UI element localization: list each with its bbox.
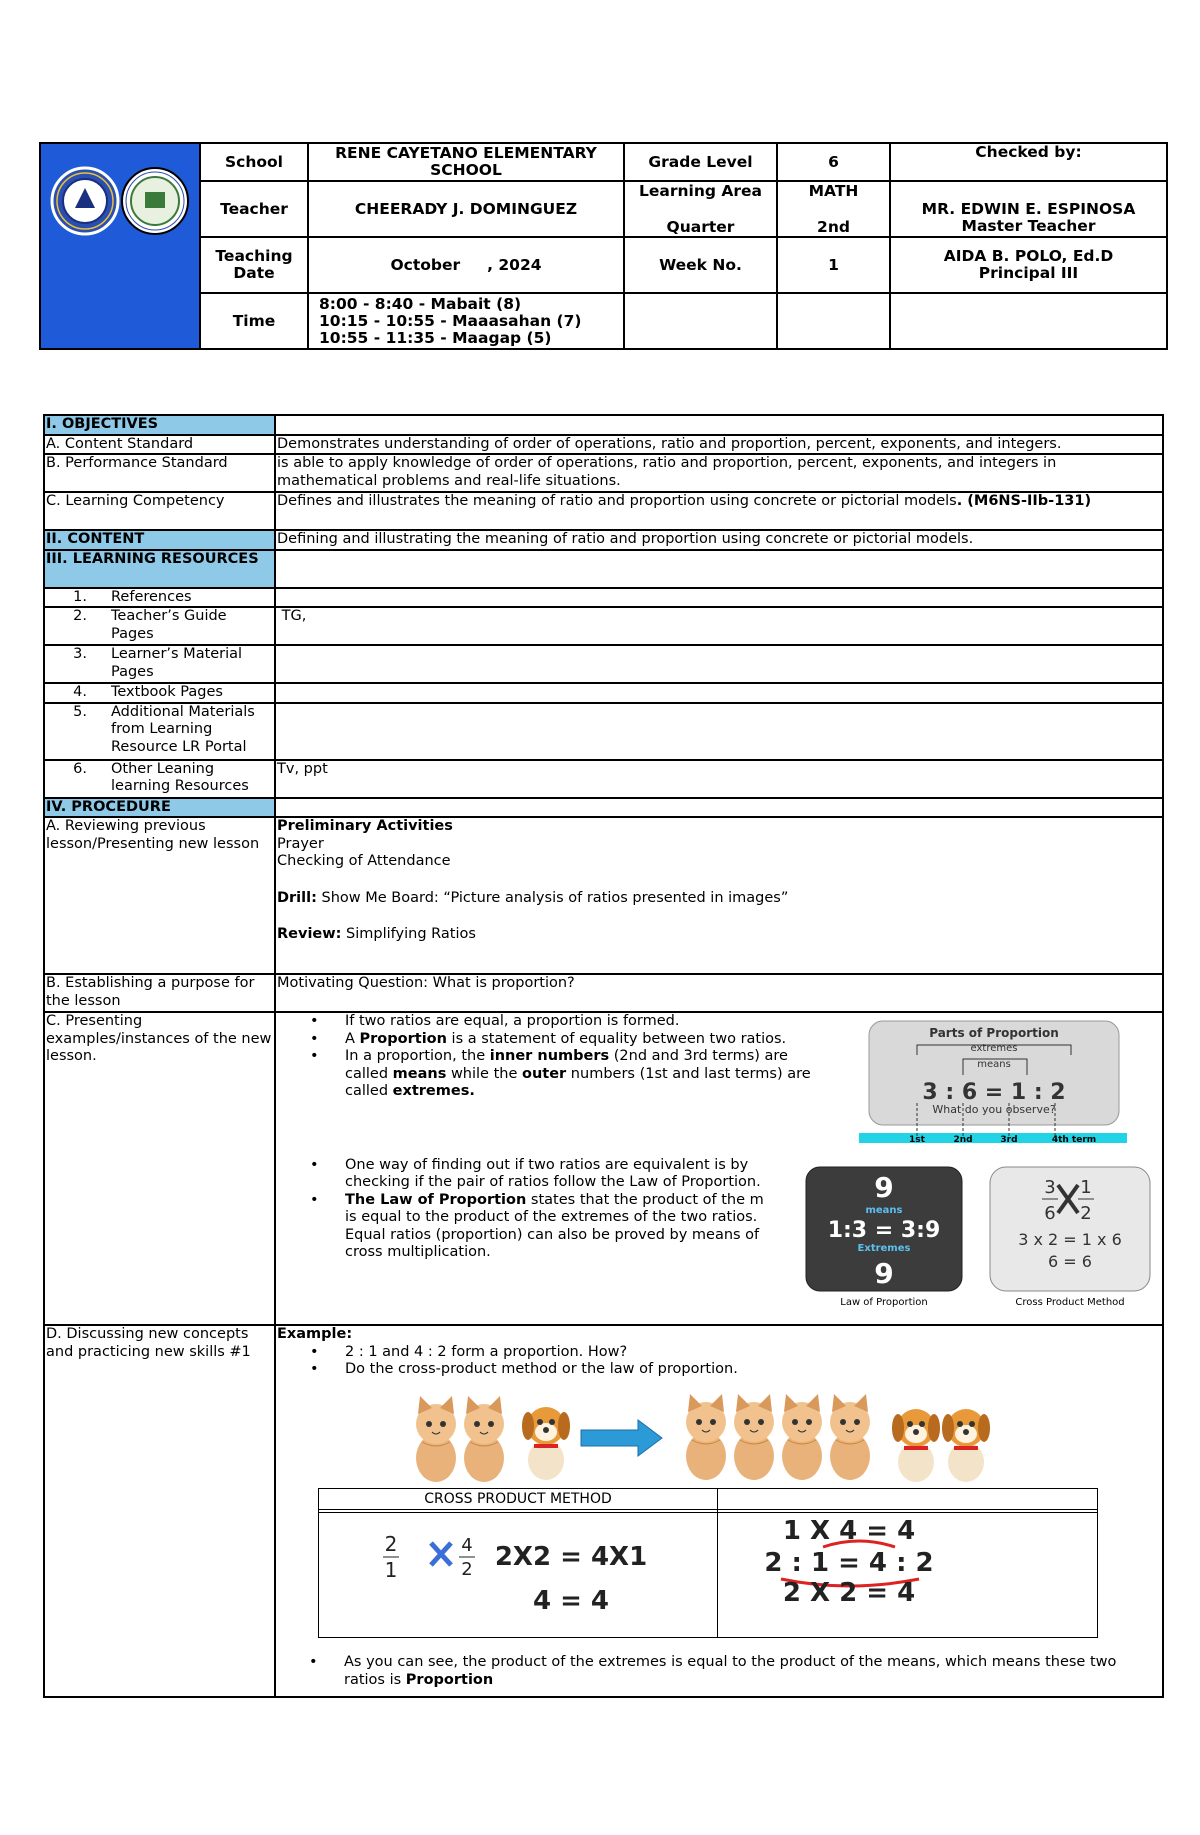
deped-seal-icon [52,168,118,234]
presenting-label: C. Presenting examples/instances of the new lesson. [44,1012,275,1325]
law-means: means [865,1205,903,1216]
bullet-text: • Do the cross-product method or the law of proportion. [277,1361,1161,1379]
cross-fraction-den: 2 [1080,1203,1092,1224]
teaching-date-label-1: Teaching [215,247,293,265]
competency-code: . (M6NS-IIb-131) [956,493,1092,509]
cat-icon [464,1396,504,1482]
teaching-date-label-2: Date [233,264,275,282]
ref-label: Additional Materials from Learning Resource LR Portal [111,703,255,755]
cp-frac-den: 2 [461,1559,473,1580]
ref-number: 4. [73,684,87,700]
checker1-title: Master Teacher [961,217,1096,235]
cp-frac-num: 4 [461,1535,473,1556]
ref-value [275,588,1163,608]
cp-frac-den: 1 [384,1558,398,1582]
bullet-text: (2nd and 3rd terms) are called [345,1048,788,1082]
dog-icon [892,1409,940,1482]
school-value: RENE CAYETANO ELEMENTARY SCHOOL [308,143,624,181]
term-label: 3rd [1000,1135,1018,1145]
competency: Defines and illustrates the meaning of ratio and proportion using concrete or pictorial models [277,493,957,509]
attendance-text: Checking of Attendance [277,853,451,869]
arrow-icon [581,1420,662,1456]
example-heading: Example: [277,1326,353,1342]
content-standard-label: A. Content Standard [44,435,275,455]
resources-heading: III. LEARNING RESOURCES [44,550,275,588]
ref-number: 1. [73,588,87,605]
bullet-text: A [345,1030,360,1047]
bullet-bold: inner numbers [489,1048,610,1064]
time-label: Time [200,293,308,349]
law-caption: Law of Proportion [840,1297,928,1308]
ref-number: 5. [73,703,87,720]
cross-product-header: CROSS PRODUCT METHOD [319,1489,718,1510]
law-of-proportion-method [719,1513,1097,1637]
performance-standard: is able to apply knowledge of order of operations, ratio and proportion, percent, exponents, and integers in mathematical problems and real-life situations. [275,454,1163,492]
bullet-text: is a statement of equality between two ratios. [446,1030,787,1047]
learning-area-label: Learning Area [639,181,762,200]
ref-label: Learner’s Material Pages [111,646,243,680]
bullet-text: As you can see, the product of the extremes is equal to the product of the means, which means these two ratios is [344,1654,1117,1688]
school-logos [45,144,195,344]
grade-value: 6 [777,143,890,181]
lp-eq1: 1 X 4 = 4 [782,1516,916,1546]
parts-means: means [977,1059,1011,1070]
bullet-text: • If two ratios are equal, a proportion is formed. [277,1013,817,1031]
law-top: 9 [874,1171,894,1204]
procedure-heading: IV. PROCEDURE [44,798,275,818]
quarter-value: 2nd [817,217,850,236]
term-label: 1st [909,1135,925,1145]
ref-value [275,645,1163,683]
ref-label: Other Leaning learning Resources [111,760,249,794]
competency-label: C. Learning Competency [44,492,275,530]
term-label: 2nd [953,1135,973,1145]
law-equation: 1:3 = 3:9 [827,1218,941,1243]
ref-number: 2. [73,608,87,624]
time-line: 10:55 - 11:35 - Maagap (5) [319,328,552,347]
ref-label: References [111,588,192,605]
school-seal-icon [122,168,188,234]
bullet-text: • 2 : 1 and 4 : 2 form a proportion. How? [277,1344,1161,1362]
performance-standard-label: B. Performance Standard [44,454,275,492]
school-label: School [200,143,308,181]
prayer-text: Prayer [277,835,324,852]
parts-extremes: extremes [970,1043,1018,1054]
bullet-bold: Proportion [359,1030,447,1047]
bullet-text: numbers (1st and last terms) are called [345,1065,811,1099]
methods-table [318,1488,1098,1638]
checker2-title: Principal III [978,264,1079,282]
parts-title: Parts of Proportion [929,1026,1059,1040]
drill-text: Show Me Board: “Picture analysis of ratios presented in images” [316,889,789,906]
preliminary-heading: Preliminary Activities [277,818,453,834]
dog-icon [522,1407,570,1480]
dog-icon [942,1409,990,1482]
discussing-label: D. Discussing new concepts and practicing new skills #1 [44,1325,275,1697]
content-text: Defining and illustrating the meaning of ratio and proportion using concrete or pictorial models. [275,530,1163,550]
ref-value [275,683,1163,703]
grade-label: Grade Level [624,143,777,181]
cross-fraction-num: 3 [1044,1177,1056,1198]
cp-frac-num: 2 [384,1532,398,1556]
ref-value [275,703,1163,760]
logo-cell [40,143,200,349]
cross-eq2: 6 = 6 [1048,1252,1092,1271]
review-text-label: Review: [277,926,342,942]
ref-number: 3. [73,646,87,662]
parts-question: What do you observe? [932,1103,1056,1116]
law-extremes: Extremes [857,1243,911,1254]
cp-eq2: 4 = 4 [532,1586,610,1616]
cross-product-method [319,1513,717,1637]
cat-icon [734,1394,774,1480]
header-table [39,142,1168,350]
purpose-text: Motivating Question: What is proportion? [275,974,1163,1012]
content-heading: II. CONTENT [44,530,275,550]
time-line: 8:00 - 8:40 - Mabait (8) [319,294,522,313]
week-value: 1 [777,237,890,293]
checked-label: Checked by: [890,143,1167,181]
cat-icon [416,1396,456,1482]
content-standard: Demonstrates understanding of order of operations, ratio and proportion, percent, exponents, and integers. [275,435,1163,455]
bullet-text: • One way of finding out if two ratios are equivalent is by checking if the pair of ratios follow the Law of Proportion. [277,1157,777,1192]
bullet-text: is equal to the product of the extremes of the two ratios. Equal ratios (proportion) can also be proved by means of cross multiplication. [345,1209,760,1260]
ratio-illustration [406,1390,1036,1486]
teacher-label: Teacher [200,181,308,237]
parts-of-proportion-figure [859,1019,1129,1151]
checker2-name: AIDA B. POLO, Ed.D [943,247,1114,265]
time-line: 10:15 - 10:55 - Maaasahan (7) [319,311,582,330]
ref-number: 6. [73,760,87,777]
lesson-plan-table [43,414,1164,1698]
law-of-proportion-figure [804,1165,964,1309]
lp-eq2: 2 : 1 = 4 : 2 [764,1548,934,1578]
law-bottom: 9 [874,1257,894,1290]
review-label: A. Reviewing previous lesson/Presenting new lesson [44,817,275,974]
bullet-text: while the [446,1065,522,1082]
cat-icon [830,1394,870,1480]
cross-fraction-den: 6 [1044,1203,1056,1224]
ref-label: Textbook Pages [111,684,223,700]
cat-icon [686,1394,726,1480]
teacher-value: CHEERADY J. DOMINGUEZ [308,181,624,237]
lp-eq3: 2 X 2 = 4 [782,1578,916,1608]
bullet-text: states that the product of the m [526,1191,764,1208]
ref-label: Teacher’s Guide Pages [111,608,227,642]
cross-fraction-num: 1 [1080,1177,1092,1198]
parts-equation: 3 : 6 = 1 : 2 [922,1080,1066,1105]
checker1-name: MR. EDWIN E. ESPINOSA [921,200,1136,218]
term-label: 4th term [1051,1135,1097,1145]
cross-arrows-icon [431,1543,451,1565]
bullet-text: In a proportion, the [345,1048,490,1064]
drill-label: Drill: [277,889,317,906]
ref-value: TG, [275,607,1163,645]
cp-eq1: 2X2 = 4X1 [494,1542,648,1572]
week-label: Week No. [624,237,777,293]
cat-icon [782,1394,822,1480]
objectives-heading: I. OBJECTIVES [44,415,275,435]
cross-product-figure [986,1165,1156,1309]
cross-caption: Cross Product Method [1015,1297,1125,1308]
review-text: Simplifying Ratios [341,926,476,942]
bullet-bold: means [392,1065,447,1082]
bullet-bold: Proportion [405,1671,494,1688]
teaching-date-value: October , 2024 [308,237,624,293]
bullet-bold: extremes. [392,1083,475,1099]
bullet-bold: outer [522,1065,567,1082]
purpose-label: B. Establishing a purpose for the lesson [44,974,275,1012]
bullet-bold: The Law of Proportion [345,1191,527,1208]
ref-value: Tv, ppt [275,760,1163,798]
cross-eq1: 3 x 2 = 1 x 6 [1018,1230,1122,1249]
learning-area-value: MATH [808,181,859,200]
quarter-label: Quarter [666,217,735,236]
